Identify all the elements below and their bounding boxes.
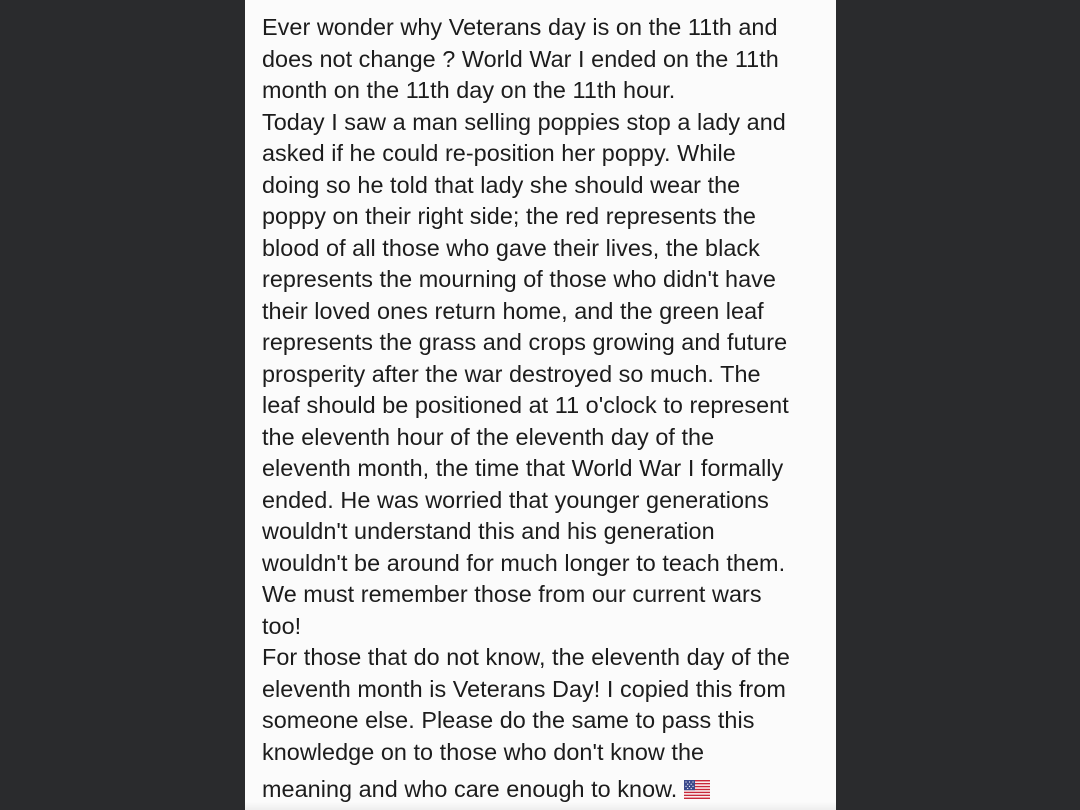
us-flag-icon	[684, 776, 710, 795]
post-line: too!	[262, 612, 302, 639]
post-line: meaning and who care enough to know.	[262, 776, 678, 802]
post-line: does not change ? World War I ended on the 11th	[262, 45, 779, 72]
card-bottom-edge	[245, 802, 836, 810]
post-line: ended. He was worried that younger generations	[262, 486, 769, 513]
post-line: asked if he could re-position her poppy. While	[262, 140, 736, 166]
post-line: someone else. Please do the same to pass this	[262, 707, 755, 733]
post-line: knowledge on to those who don't know the	[262, 738, 705, 765]
post-line: their loved ones return home, and the green leaf	[262, 297, 764, 324]
post-line: leaf should be positioned at 11 o'clock to represent	[262, 392, 789, 418]
post-line: wouldn't understand this and his generation	[262, 518, 715, 544]
post-line: the eleventh hour of the eleventh day of the	[262, 423, 715, 450]
post-line: Today I saw a man selling poppies stop a lady and	[262, 108, 786, 135]
post-line: prosperity after the war destroyed so much. The	[262, 360, 761, 387]
post-text	[262, 12, 827, 806]
post-line: doing so he told that lady she should wear the	[262, 171, 741, 198]
post-line: month on the 11th day on the 11th hour.	[262, 77, 676, 103]
post-line: represents the mourning of those who didn't have	[262, 266, 776, 292]
post-line: represents the grass and crops growing and future	[262, 329, 788, 355]
post-line: eleventh month is Veterans Day! I copied this from	[262, 675, 786, 702]
post-line: blood of all those who gave their lives, the black	[262, 234, 760, 261]
post-line: wouldn't be around for much longer to teach them.	[262, 549, 786, 576]
post-line: poppy on their right side; the red represents the	[262, 203, 756, 229]
post-line: eleventh month, the time that World War I formally	[262, 455, 784, 481]
post-line: For those that do not know, the eleventh day of the	[262, 644, 790, 670]
post-card	[245, 0, 836, 810]
post-line: Ever wonder why Veterans day is on the 11th and	[262, 14, 778, 40]
post-last-line	[262, 774, 827, 806]
post-line: We must remember those from our current wars	[262, 581, 762, 607]
